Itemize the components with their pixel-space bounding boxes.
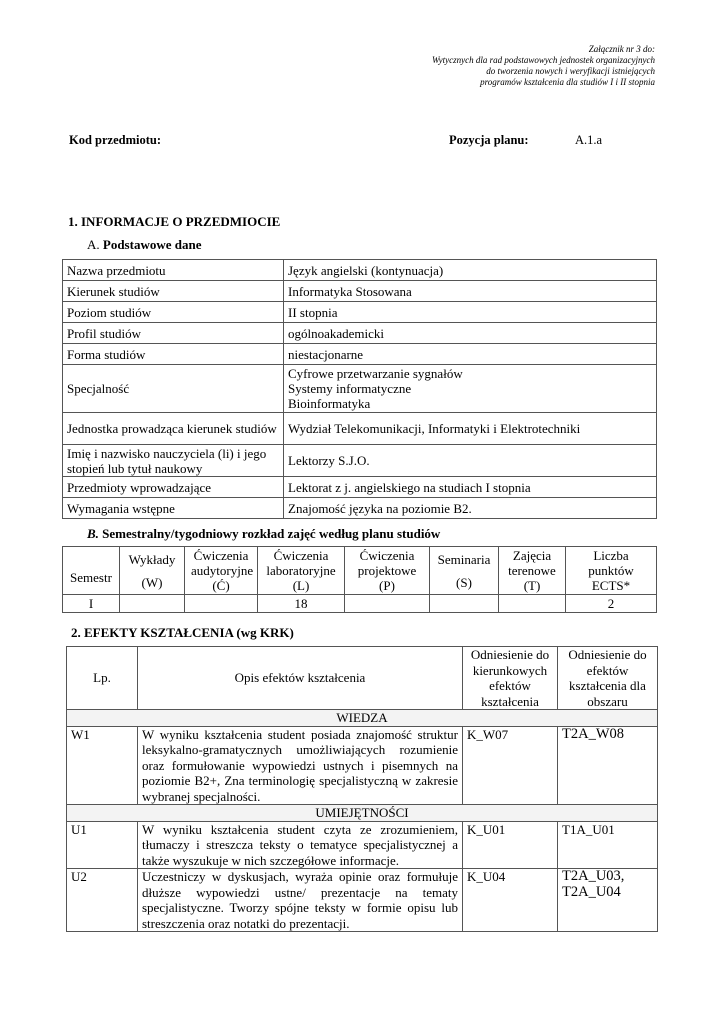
lp-header: Lp. [67,647,138,710]
row-label: Wymagania wstępne [63,498,284,519]
group-label-umiejetnosci: UMIEJĘTNOŚCI [67,805,658,822]
row-value: Lektorat z j. angielskiego na studiach I stopnia [284,477,657,498]
table-row [63,365,657,413]
row-label: Poziom studiów [63,302,284,323]
sectionB-prefix: B. [87,526,99,541]
effect-obsz: T2A_U03, T2A_U04 [558,869,658,932]
table-row [63,413,657,445]
effect-row [67,821,658,869]
group-row [67,710,658,727]
row-value: Informatyka Stosowana [284,281,657,302]
sectionB-title [87,526,440,542]
row-label: Specjalność [63,365,284,413]
header-cell: Seminaria (S) [430,547,499,595]
row-value: Lektorzy S.J.O. [284,445,657,477]
sub-title: Podstawowe dane [102,237,202,252]
value-cell [430,595,499,613]
section1-subtitle [87,237,201,253]
specialty-item: Bioinformatyka [288,396,371,411]
table-row [63,498,657,519]
effect-opis: Uczestniczy w dyskusjach, wyraża opinie oraz formułuje dłuższe wypowiedzi ustne/ prezentacje na tematy specjalistyczne. Tworzy spójne teksty w formie opisu lub streszczenia oraz notatki do prezentacji. [138,869,463,932]
row-label: Nazwa przedmiotu [63,260,284,281]
section1-title: 1. INFORMACJE O PRZEDMIOCIE [68,214,281,229]
effect-lp: U2 [67,869,138,932]
annex-line: do tworzenia nowych i weryfikacji istniejących [486,66,655,76]
row-label: Imię i nazwisko nauczyciela (li) i jego stopień lub tytuł naukowy [63,445,284,477]
row-label: Przedmioty wprowadzające [63,477,284,498]
value-cell: 18 [258,595,345,613]
table-row [63,281,657,302]
schedule-table [62,546,657,613]
basic-data-table [62,259,657,519]
schedule-header-row [63,547,657,595]
effect-opis: W wyniku kształcenia student posiada znajomość struktur leksykalno-gramatycznych umożliwiających rozumienie oraz formułowanie wypowiedzi ustnych i pisemnych na poziomie B2+, Zna terminologię specjalistyczną w zakresie wybranej specjalności. [138,726,463,805]
value-cell [185,595,258,613]
effect-row [67,869,658,932]
effect-kier: K_W07 [463,726,558,805]
table-row [63,323,657,344]
header-cell: Liczba punktów ECTS* [566,547,657,595]
specialty-item: Cyfrowe przetwarzanie sygnałów [288,366,463,381]
value-cell [499,595,566,613]
row-value: niestacjonarne [284,344,657,365]
row-label: Forma studiów [63,344,284,365]
opis-header: Opis efektów kształcenia [138,647,463,710]
group-label-wiedza: WIEDZA [67,710,658,727]
effects-table [66,646,658,932]
group-row [67,805,658,822]
header-cell: Ćwiczenia laboratoryjne (L) [258,547,345,595]
table-row [63,302,657,323]
sub-prefix: A. [87,237,100,252]
header-cell: Zajęcia terenowe (T) [499,547,566,595]
row-value: Wydział Telekomunikacji, Informatyki i Elektrotechniki [284,413,657,445]
header-cell: Wykłady (W) [120,547,185,595]
table-row [63,260,657,281]
specialty-item: Systemy informatyczne [288,381,412,396]
sectionB-text: Semestralny/tygodniowy rozkład zajęć według planu studiów [102,526,441,541]
row-value: ogólnoakademicki [284,323,657,344]
kod-label: Kod przedmiotu: [69,133,162,147]
row-value: Język angielski (kontynuacja) [284,260,657,281]
annex-line: programów kształcenia dla studiów I i II stopnia [480,77,655,87]
table-row [63,477,657,498]
effects-header-row [67,647,658,710]
row-label: Profil studiów [63,323,284,344]
kier-header: Odniesienie do kierunkowych efektów kształcenia [463,647,558,710]
value-cell [345,595,430,613]
table-row [63,445,657,477]
header-cell: Ćwiczenia projektowe (P) [345,547,430,595]
pozycja-value: A.1.a [575,133,603,147]
row-value: II stopnia [284,302,657,323]
row-label: Jednostka prowadząca kierunek studiów [63,413,284,445]
value-cell: I [63,595,120,613]
row-value: Znajomość języka na poziomie B2. [284,498,657,519]
value-cell: 2 [566,595,657,613]
effect-row [67,726,658,805]
schedule-value-row [63,595,657,613]
annex-line: Załącznik nr 3 do: [588,44,655,54]
effect-kier: K_U04 [463,869,558,932]
section2-title: 2. EFEKTY KSZTAŁCENIA (wg KRK) [71,625,294,640]
obsz-header: Odniesienie do efektów kształcenia dla obszaru [558,647,658,710]
annex-line: Wytycznych dla rad podstawowych jednostek organizacyjnych [431,55,655,65]
annex-note [432,44,655,88]
header-cell: Ćwiczenia audytoryjne (Ć) [185,547,258,595]
header-cell: Semestr [63,547,120,595]
effect-kier: K_U01 [463,821,558,869]
row-value [284,365,657,413]
pozycja-label: Pozycja planu: [449,133,529,147]
effect-lp: W1 [67,726,138,805]
row-label: Kierunek studiów [63,281,284,302]
table-row [63,344,657,365]
effect-obsz: T1A_U01 [558,821,658,869]
effect-obsz: T2A_W08 [558,726,658,805]
value-cell [120,595,185,613]
effect-lp: U1 [67,821,138,869]
effect-opis: W wyniku kształcenia student czyta ze zrozumieniem, tłumaczy i streszcza teksty o tematyce specjalistycznej a także wyszukuje w nich szczegółowe informacje. [138,821,463,869]
